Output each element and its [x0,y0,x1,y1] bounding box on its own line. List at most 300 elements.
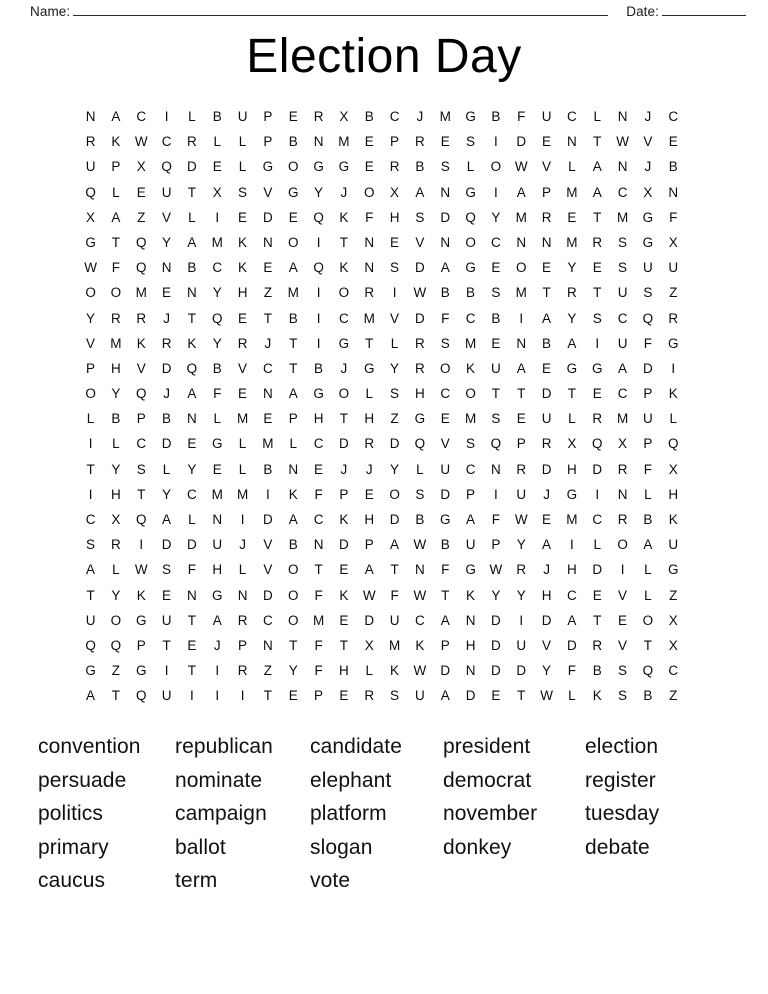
grid-cell[interactable]: E [187,436,197,452]
grid-cell[interactable]: U [161,612,172,628]
grid-cell[interactable]: H [212,562,223,578]
grid-cell[interactable]: C [465,310,476,326]
grid-cell[interactable]: T [263,310,273,326]
grid-cell[interactable]: X [86,209,96,225]
grid-cell[interactable]: W [84,260,98,276]
grid-cell[interactable]: T [517,386,526,402]
grid-cell[interactable]: X [668,461,678,477]
grid-cell[interactable]: E [491,260,501,276]
grid-cell[interactable]: U [491,360,501,376]
word-list-item[interactable]: caucus [38,869,106,892]
grid-cell[interactable]: V [643,134,653,150]
grid-cell[interactable]: T [593,285,602,301]
grid-cell[interactable]: B [440,285,450,301]
grid-cell[interactable]: D [440,486,451,502]
grid-cell[interactable]: E [592,386,602,402]
grid-cell[interactable]: G [338,159,350,175]
grid-cell[interactable]: S [618,234,628,250]
grid-cell[interactable]: W [134,134,148,150]
grid-cell[interactable]: S [440,335,450,351]
word-list-item[interactable]: tuesday [585,802,660,825]
grid-cell[interactable]: J [365,461,373,477]
word-list-item[interactable]: november [443,802,538,825]
grid-cell[interactable]: C [389,109,400,124]
grid-cell[interactable]: D [339,537,349,553]
grid-cell[interactable]: E [542,512,552,527]
grid-cell[interactable]: B [440,537,450,553]
word-list-item[interactable]: campaign [175,802,267,825]
grid-cell[interactable]: A [542,310,552,326]
grid-cell[interactable]: V [618,637,628,653]
grid-cell[interactable]: G [465,109,477,124]
grid-cell[interactable]: B [263,461,273,477]
grid-cell[interactable]: Z [111,663,121,679]
grid-cell[interactable]: D [541,461,552,477]
grid-cell[interactable]: R [541,436,552,452]
grid-cell[interactable]: N [187,285,197,301]
word-list-item[interactable]: persuade [38,768,127,792]
grid-cell[interactable]: C [136,109,147,124]
grid-cell[interactable]: W [489,562,503,578]
grid-cell[interactable]: S [618,663,628,679]
grid-cell[interactable]: G [667,335,679,351]
grid-cell[interactable]: Q [591,436,603,452]
grid-cell[interactable]: G [566,360,578,376]
grid-cell[interactable]: P [238,637,248,653]
grid-cell[interactable]: D [491,637,501,653]
grid-cell[interactable]: O [465,386,477,402]
grid-cell[interactable]: O [642,612,654,628]
grid-cell[interactable]: O [389,486,401,502]
grid-cell[interactable]: R [237,663,248,679]
grid-cell[interactable]: T [339,637,349,653]
grid-cell[interactable]: P [542,184,552,200]
grid-cell[interactable]: I [519,310,524,326]
grid-cell[interactable]: A [212,612,222,628]
grid-cell[interactable]: S [440,159,450,175]
grid-cell[interactable]: F [669,209,678,225]
grid-cell[interactable]: T [542,285,551,301]
grid-cell[interactable]: D [263,209,273,225]
grid-cell[interactable]: L [238,159,247,175]
grid-cell[interactable]: B [491,109,501,124]
grid-cell[interactable]: K [238,234,248,250]
grid-cell[interactable]: A [111,109,121,124]
grid-cell[interactable]: Y [162,486,172,502]
grid-cell[interactable]: Z [669,688,678,704]
grid-cell[interactable]: U [237,109,248,124]
grid-cell[interactable]: Q [110,637,122,653]
grid-cell[interactable]: C [313,436,324,452]
grid-cell[interactable]: B [592,663,602,679]
grid-cell[interactable]: T [162,637,171,653]
grid-cell[interactable]: K [339,512,349,527]
grid-cell[interactable]: H [339,663,349,679]
grid-cell[interactable]: L [568,159,576,175]
grid-cell[interactable]: Y [288,663,298,679]
grid-cell[interactable]: R [617,512,628,527]
grid-cell[interactable]: E [339,612,349,628]
grid-cell[interactable]: E [364,134,374,150]
grid-cell[interactable]: R [237,612,248,628]
grid-cell[interactable]: L [238,461,247,477]
grid-cell[interactable]: B [314,360,324,376]
grid-cell[interactable]: P [466,486,476,502]
grid-cell[interactable]: H [567,461,577,477]
grid-cell[interactable]: Q [85,184,97,200]
grid-cell[interactable]: I [494,184,498,200]
grid-cell[interactable]: K [288,486,298,502]
grid-cell[interactable]: P [136,637,146,653]
grid-cell[interactable]: P [390,134,400,150]
grid-cell[interactable]: N [668,184,679,200]
grid-cell[interactable]: Z [669,587,678,603]
grid-cell[interactable]: M [515,209,528,225]
grid-cell[interactable]: K [415,637,425,653]
grid-cell[interactable]: C [313,512,324,527]
grid-cell[interactable]: H [567,562,577,578]
grid-cell[interactable]: U [643,260,653,276]
grid-cell[interactable]: N [263,386,273,402]
grid-cell[interactable]: L [416,461,424,477]
grid-cell[interactable]: A [516,184,526,200]
grid-cell[interactable]: E [162,285,172,301]
grid-cell[interactable]: D [465,688,476,704]
grid-cell[interactable]: Y [111,461,121,477]
grid-cell[interactable]: E [542,360,552,376]
grid-cell[interactable]: G [363,360,375,376]
grid-cell[interactable]: T [593,209,602,225]
grid-cell[interactable]: I [240,512,245,527]
grid-cell[interactable]: L [466,159,475,175]
grid-cell[interactable]: G [85,234,97,250]
grid-cell[interactable]: V [263,537,273,553]
grid-cell[interactable]: J [163,386,171,402]
grid-cell[interactable]: Y [314,184,324,200]
grid-cell[interactable]: I [190,688,194,704]
grid-cell[interactable]: X [212,184,222,200]
grid-cell[interactable]: I [519,612,524,628]
grid-cell[interactable]: Z [263,663,273,679]
grid-cell[interactable]: N [187,411,197,427]
grid-cell[interactable]: K [668,512,678,527]
grid-cell[interactable]: T [289,360,298,376]
grid-cell[interactable]: M [515,285,528,301]
grid-cell[interactable]: P [86,360,96,376]
grid-cell[interactable]: M [439,109,452,124]
grid-cell[interactable]: E [288,209,298,225]
grid-cell[interactable]: F [314,486,323,502]
grid-cell[interactable]: P [314,688,324,704]
grid-cell[interactable]: H [415,386,425,402]
grid-cell[interactable]: I [595,335,600,351]
grid-cell[interactable]: R [161,335,172,351]
grid-cell[interactable]: J [239,537,247,553]
grid-cell[interactable]: D [541,612,552,628]
grid-cell[interactable]: D [263,587,273,603]
grid-cell[interactable]: D [415,310,425,326]
grid-cell[interactable]: Q [642,310,654,326]
grid-cell[interactable]: I [620,562,625,578]
grid-cell[interactable]: D [516,134,527,150]
grid-cell[interactable]: M [312,612,325,628]
grid-cell[interactable]: U [643,411,653,427]
grid-cell[interactable]: B [466,285,476,301]
grid-cell[interactable]: G [313,159,325,175]
grid-cell[interactable]: R [364,285,375,301]
grid-cell[interactable]: N [288,461,299,477]
grid-cell[interactable]: R [516,461,527,477]
grid-cell[interactable]: A [162,512,172,527]
grid-cell[interactable]: T [339,411,349,427]
grid-cell[interactable]: T [86,461,95,477]
grid-cell[interactable]: X [567,436,577,452]
grid-cell[interactable]: O [287,159,299,175]
grid-cell[interactable]: R [85,134,96,150]
grid-cell[interactable]: O [287,234,299,250]
grid-cell[interactable]: S [238,184,248,200]
grid-cell[interactable]: B [491,310,501,326]
grid-cell[interactable]: V [263,562,273,578]
grid-cell[interactable]: T [491,386,501,402]
grid-cell[interactable]: Z [669,285,678,301]
grid-cell[interactable]: Q [667,436,679,452]
grid-cell[interactable]: F [441,562,450,578]
grid-cell[interactable]: O [490,159,502,175]
grid-cell[interactable]: U [85,612,96,628]
grid-cell[interactable]: R [592,637,603,653]
grid-cell[interactable]: Y [567,310,577,326]
grid-cell[interactable]: G [211,587,223,603]
grid-cell[interactable]: C [617,310,628,326]
grid-cell[interactable]: W [413,587,427,603]
word-list-item[interactable]: president [443,735,531,758]
grid-cell[interactable]: K [136,587,146,603]
grid-cell[interactable]: I [316,285,321,301]
grid-cell[interactable]: Q [85,637,97,653]
grid-cell[interactable]: X [364,637,374,653]
grid-cell[interactable]: H [111,360,121,376]
grid-cell[interactable]: W [616,134,630,150]
grid-cell[interactable]: E [187,637,197,653]
grid-cell[interactable]: E [592,587,602,603]
grid-cell[interactable]: B [162,411,172,427]
grid-cell[interactable]: A [567,612,577,628]
grid-cell[interactable]: G [338,335,350,351]
grid-cell[interactable]: A [592,184,602,200]
grid-cell[interactable]: A [364,562,374,578]
grid-cell[interactable]: V [263,184,273,200]
grid-cell[interactable]: B [212,109,222,124]
grid-cell[interactable]: S [390,688,400,704]
grid-cell[interactable]: D [592,461,603,477]
grid-cell[interactable]: E [314,461,324,477]
grid-cell[interactable]: I [266,486,270,502]
word-list-item[interactable]: ballot [175,835,226,859]
grid-cell[interactable]: G [465,184,477,200]
grid-cell[interactable]: D [440,209,451,225]
grid-cell[interactable]: E [136,184,146,200]
grid-cell[interactable]: B [288,134,298,150]
grid-cell[interactable]: Y [390,461,400,477]
grid-cell[interactable]: G [211,436,223,452]
grid-cell[interactable]: L [238,436,247,452]
grid-cell[interactable]: O [110,612,122,628]
grid-cell[interactable]: Z [137,209,146,225]
grid-cell[interactable]: V [162,209,172,225]
grid-cell[interactable]: Y [491,587,501,603]
grid-cell[interactable]: M [211,234,224,250]
grid-cell[interactable]: L [112,562,120,578]
grid-cell[interactable]: R [592,411,603,427]
grid-cell[interactable]: P [643,436,653,452]
grid-cell[interactable]: S [415,209,425,225]
word-list-item[interactable]: election [585,735,659,758]
grid-cell[interactable]: E [390,234,400,250]
grid-cell[interactable]: E [592,260,602,276]
grid-cell[interactable]: D [541,386,552,402]
grid-cell[interactable]: Y [212,335,222,351]
grid-cell[interactable]: L [112,436,120,452]
grid-cell[interactable]: R [136,310,147,326]
grid-cell[interactable]: J [416,109,424,124]
word-list-item[interactable]: elephant [310,768,392,792]
grid-cell[interactable]: Y [212,285,222,301]
grid-cell[interactable]: U [440,461,451,477]
grid-cell[interactable]: B [187,260,197,276]
grid-cell[interactable]: E [263,260,273,276]
grid-cell[interactable]: Q [465,209,477,225]
grid-cell[interactable]: V [238,360,248,376]
grid-cell[interactable]: E [364,486,374,502]
grid-cell[interactable]: R [313,109,324,124]
grid-cell[interactable]: I [595,486,600,502]
grid-cell[interactable]: F [111,260,121,276]
grid-cell[interactable]: L [644,587,652,603]
grid-cell[interactable]: V [390,310,400,326]
grid-cell[interactable]: E [238,209,248,225]
grid-cell[interactable]: D [491,663,501,679]
grid-cell[interactable]: T [187,310,197,326]
grid-cell[interactable]: T [567,386,577,402]
grid-cell[interactable]: D [187,537,197,553]
grid-cell[interactable]: B [364,109,374,124]
grid-cell[interactable]: X [643,184,653,200]
grid-cell[interactable]: F [491,512,501,527]
grid-cell[interactable]: M [464,335,477,351]
grid-cell[interactable]: L [213,411,222,427]
grid-cell[interactable]: K [339,260,349,276]
grid-cell[interactable]: G [642,209,654,225]
grid-cell[interactable]: R [541,209,552,225]
grid-cell[interactable]: N [440,234,451,250]
grid-cell[interactable]: C [415,612,425,628]
grid-cell[interactable]: E [238,310,248,326]
grid-cell[interactable]: T [517,688,526,704]
grid-cell[interactable]: J [340,360,348,376]
grid-cell[interactable]: Q [135,234,147,250]
grid-cell[interactable]: Q [211,310,223,326]
grid-cell[interactable]: Y [86,310,96,326]
grid-cell[interactable]: L [644,486,652,502]
grid-cell[interactable]: H [364,411,375,427]
grid-cell[interactable]: L [162,461,171,477]
grid-cell[interactable]: I [88,486,93,502]
grid-cell[interactable]: Q [135,386,147,402]
grid-cell[interactable]: E [339,688,349,704]
grid-cell[interactable]: N [85,109,96,124]
grid-cell[interactable]: S [466,134,476,150]
grid-cell[interactable]: A [86,562,96,578]
grid-cell[interactable]: F [643,335,653,351]
grid-cell[interactable]: Q [135,512,147,527]
grid-cell[interactable]: L [568,411,576,427]
grid-cell[interactable]: U [668,537,679,553]
grid-cell[interactable]: M [110,335,122,351]
grid-cell[interactable]: M [236,486,249,502]
grid-cell[interactable]: M [616,411,629,427]
grid-cell[interactable]: L [188,209,196,225]
grid-cell[interactable]: T [289,335,298,351]
grid-cell[interactable]: B [542,335,552,351]
grid-cell[interactable]: R [415,360,425,376]
grid-cell[interactable]: X [390,184,400,200]
grid-cell[interactable]: T [441,587,450,603]
grid-cell[interactable]: T [187,612,197,628]
grid-cell[interactable]: H [237,285,248,301]
grid-cell[interactable]: Z [390,411,399,427]
grid-cell[interactable]: N [617,159,628,175]
grid-cell[interactable]: I [240,688,245,704]
grid-cell[interactable]: R [187,134,197,150]
grid-cell[interactable]: C [85,512,96,527]
grid-cell[interactable]: P [643,386,653,402]
grid-cell[interactable]: U [668,260,679,276]
grid-cell[interactable]: O [617,537,629,553]
grid-cell[interactable]: F [187,562,197,578]
grid-cell[interactable]: E [364,159,374,175]
date-input-rule[interactable] [662,4,746,16]
grid-cell[interactable]: H [668,486,679,502]
grid-cell[interactable]: T [314,562,323,578]
grid-cell[interactable]: S [491,285,501,301]
grid-cell[interactable]: M [262,436,274,452]
grid-cell[interactable]: O [515,260,527,276]
grid-cell[interactable]: R [592,234,603,250]
grid-cell[interactable]: E [542,260,552,276]
grid-cell[interactable]: X [668,234,678,250]
grid-cell[interactable]: A [516,360,526,376]
grid-cell[interactable]: W [413,285,427,301]
grid-cell[interactable]: R [415,134,425,150]
grid-cell[interactable]: T [187,184,197,200]
grid-cell[interactable]: D [187,159,197,175]
grid-cell[interactable]: T [593,612,602,628]
grid-cell[interactable]: L [238,562,247,578]
grid-cell[interactable]: V [86,335,96,351]
grid-cell[interactable]: N [541,234,552,250]
grid-cell[interactable]: U [415,688,425,704]
grid-cell[interactable]: L [593,109,602,124]
grid-cell[interactable]: U [617,285,628,301]
grid-cell[interactable]: X [618,436,628,452]
grid-cell[interactable]: U [161,688,172,704]
grid-cell[interactable]: A [618,360,628,376]
grid-cell[interactable]: C [668,109,679,124]
grid-cell[interactable]: F [213,386,222,402]
grid-cell[interactable]: I [164,663,169,679]
grid-cell[interactable]: N [516,335,527,351]
